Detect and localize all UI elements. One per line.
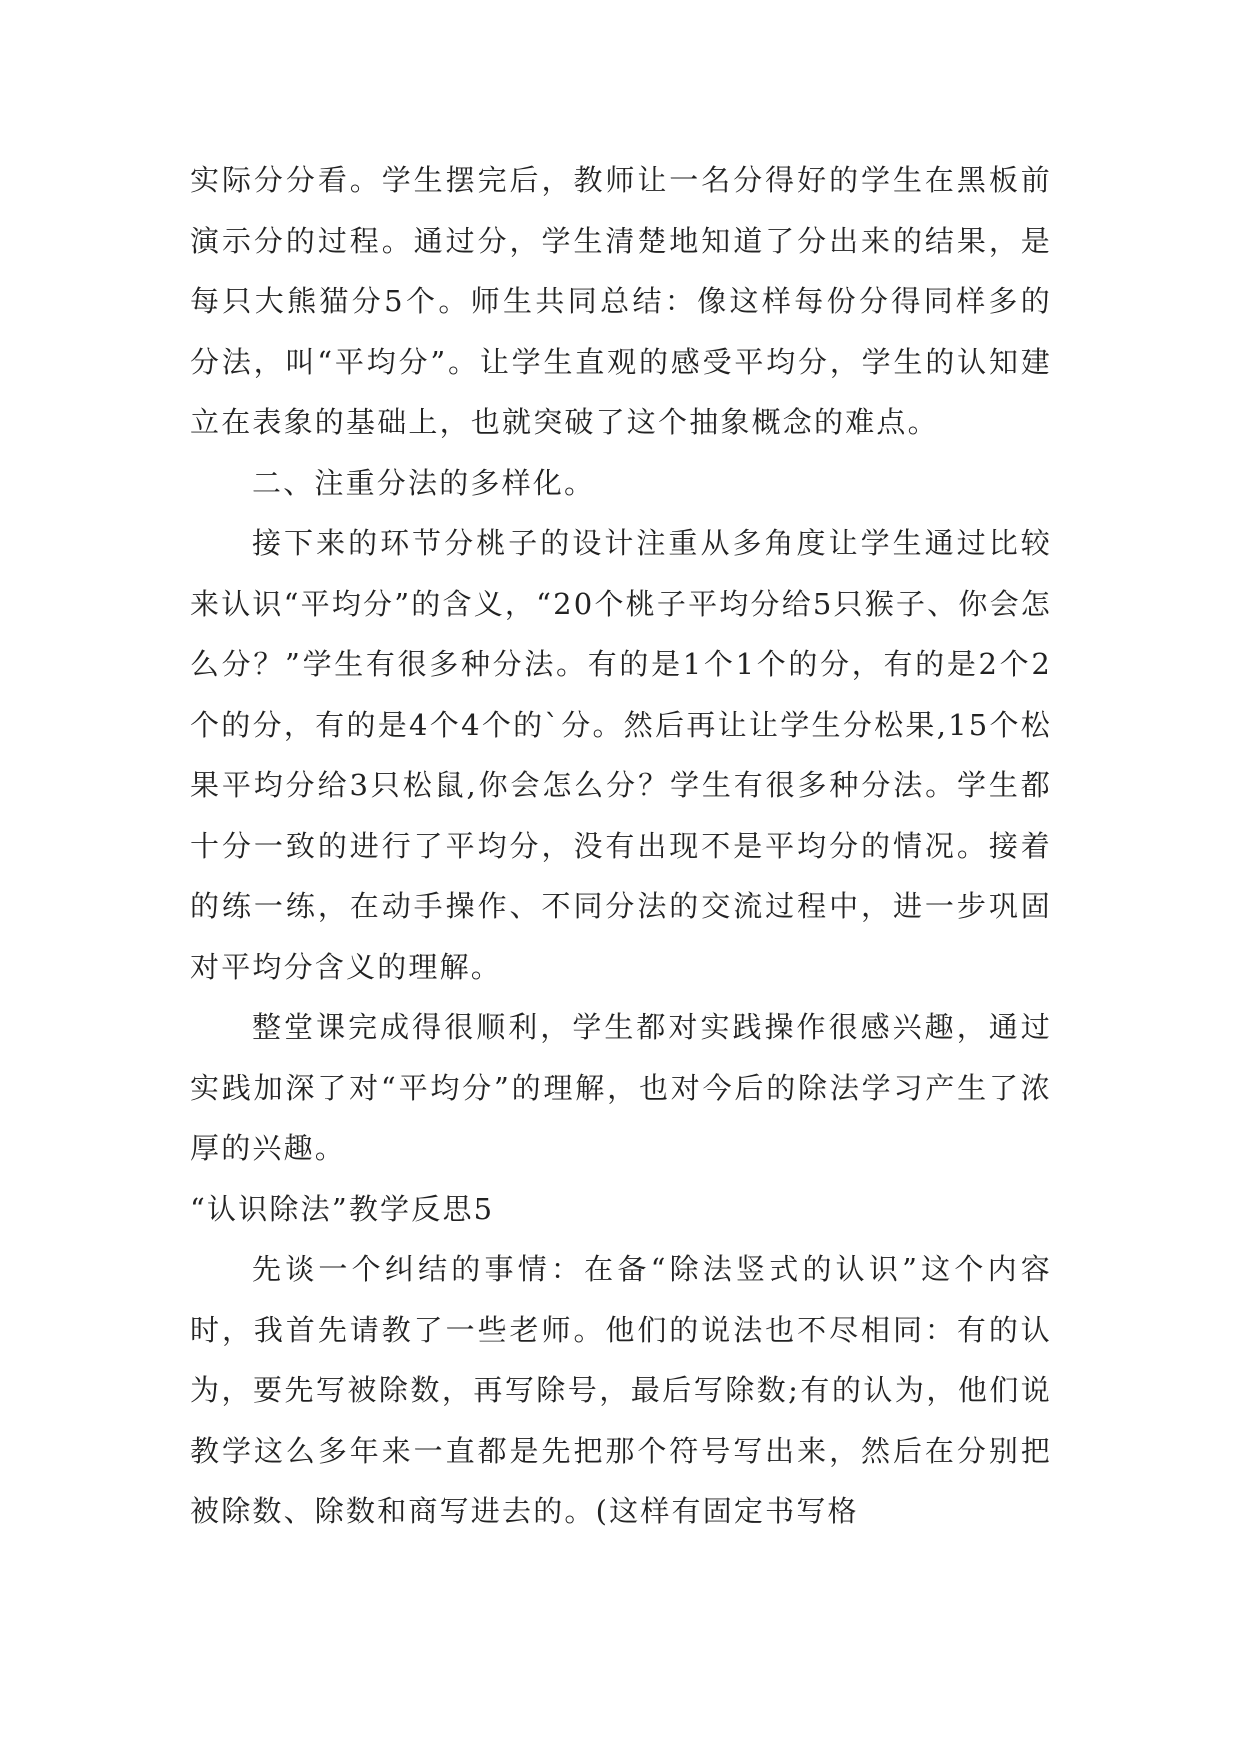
section-heading-two: 二、注重分法的多样化。 (252, 465, 596, 500)
paragraph-peaches: 接下来的环节分桃子的设计注重从多角度让学生通过比较来认识“平均分”的含义，“20个桃子平均分给5只猴子、你会怎么分？”学生有很多种分法。有的是1个1个的分，有的是2个2个的分，有的是4个4个的`分。然后再让让学生分松果,15个松果平均分给3只松鼠,你会怎么分？学生有很多种分法。学生都十分一致的进行了平均分，没有出现不是平均分的情况。接着的练一练，在动手操作、不同分法的交流过程中，进一步巩固对平均分含义的理解。 (190, 526, 1052, 984)
paragraph-division-vertical: 先谈一个纠结的事情：在备“除法竖式的认识”这个内容时，我首先请教了一些老师。他们的说法也不尽相同：有的认为，要先写被除数，再写除号，最后写除数;有的认为，他们说教学这么多年来一直都是先把那个符号写出来，然后在分别把被除数、除数和商写进去的。(这样有固定书写格 (190, 1252, 1052, 1528)
paragraph-continuation: 实际分分看。学生摆完后，教师让一名分得好的学生在黑板前演示分的过程。通过分，学生清楚地知道了分出来的结果，是每只大熊猫分5个。师生共同总结：像这样每份分得同样多的分法，叫“平均分”。让学生直观的感受平均分，学生的认知建立在表象的基础上，也就突破了这个抽象概念的难点。 (190, 163, 1052, 439)
document-body (190, 150, 1052, 1542)
paragraph-summary: 整堂课完成得很顺利，学生都对实践操作很感兴趣，通过实践加深了对“平均分”的理解，也对今后的除法学习产生了浓厚的兴趣。 (190, 1010, 1052, 1165)
article-title: “认识除法”教学反思5 (190, 1191, 495, 1226)
